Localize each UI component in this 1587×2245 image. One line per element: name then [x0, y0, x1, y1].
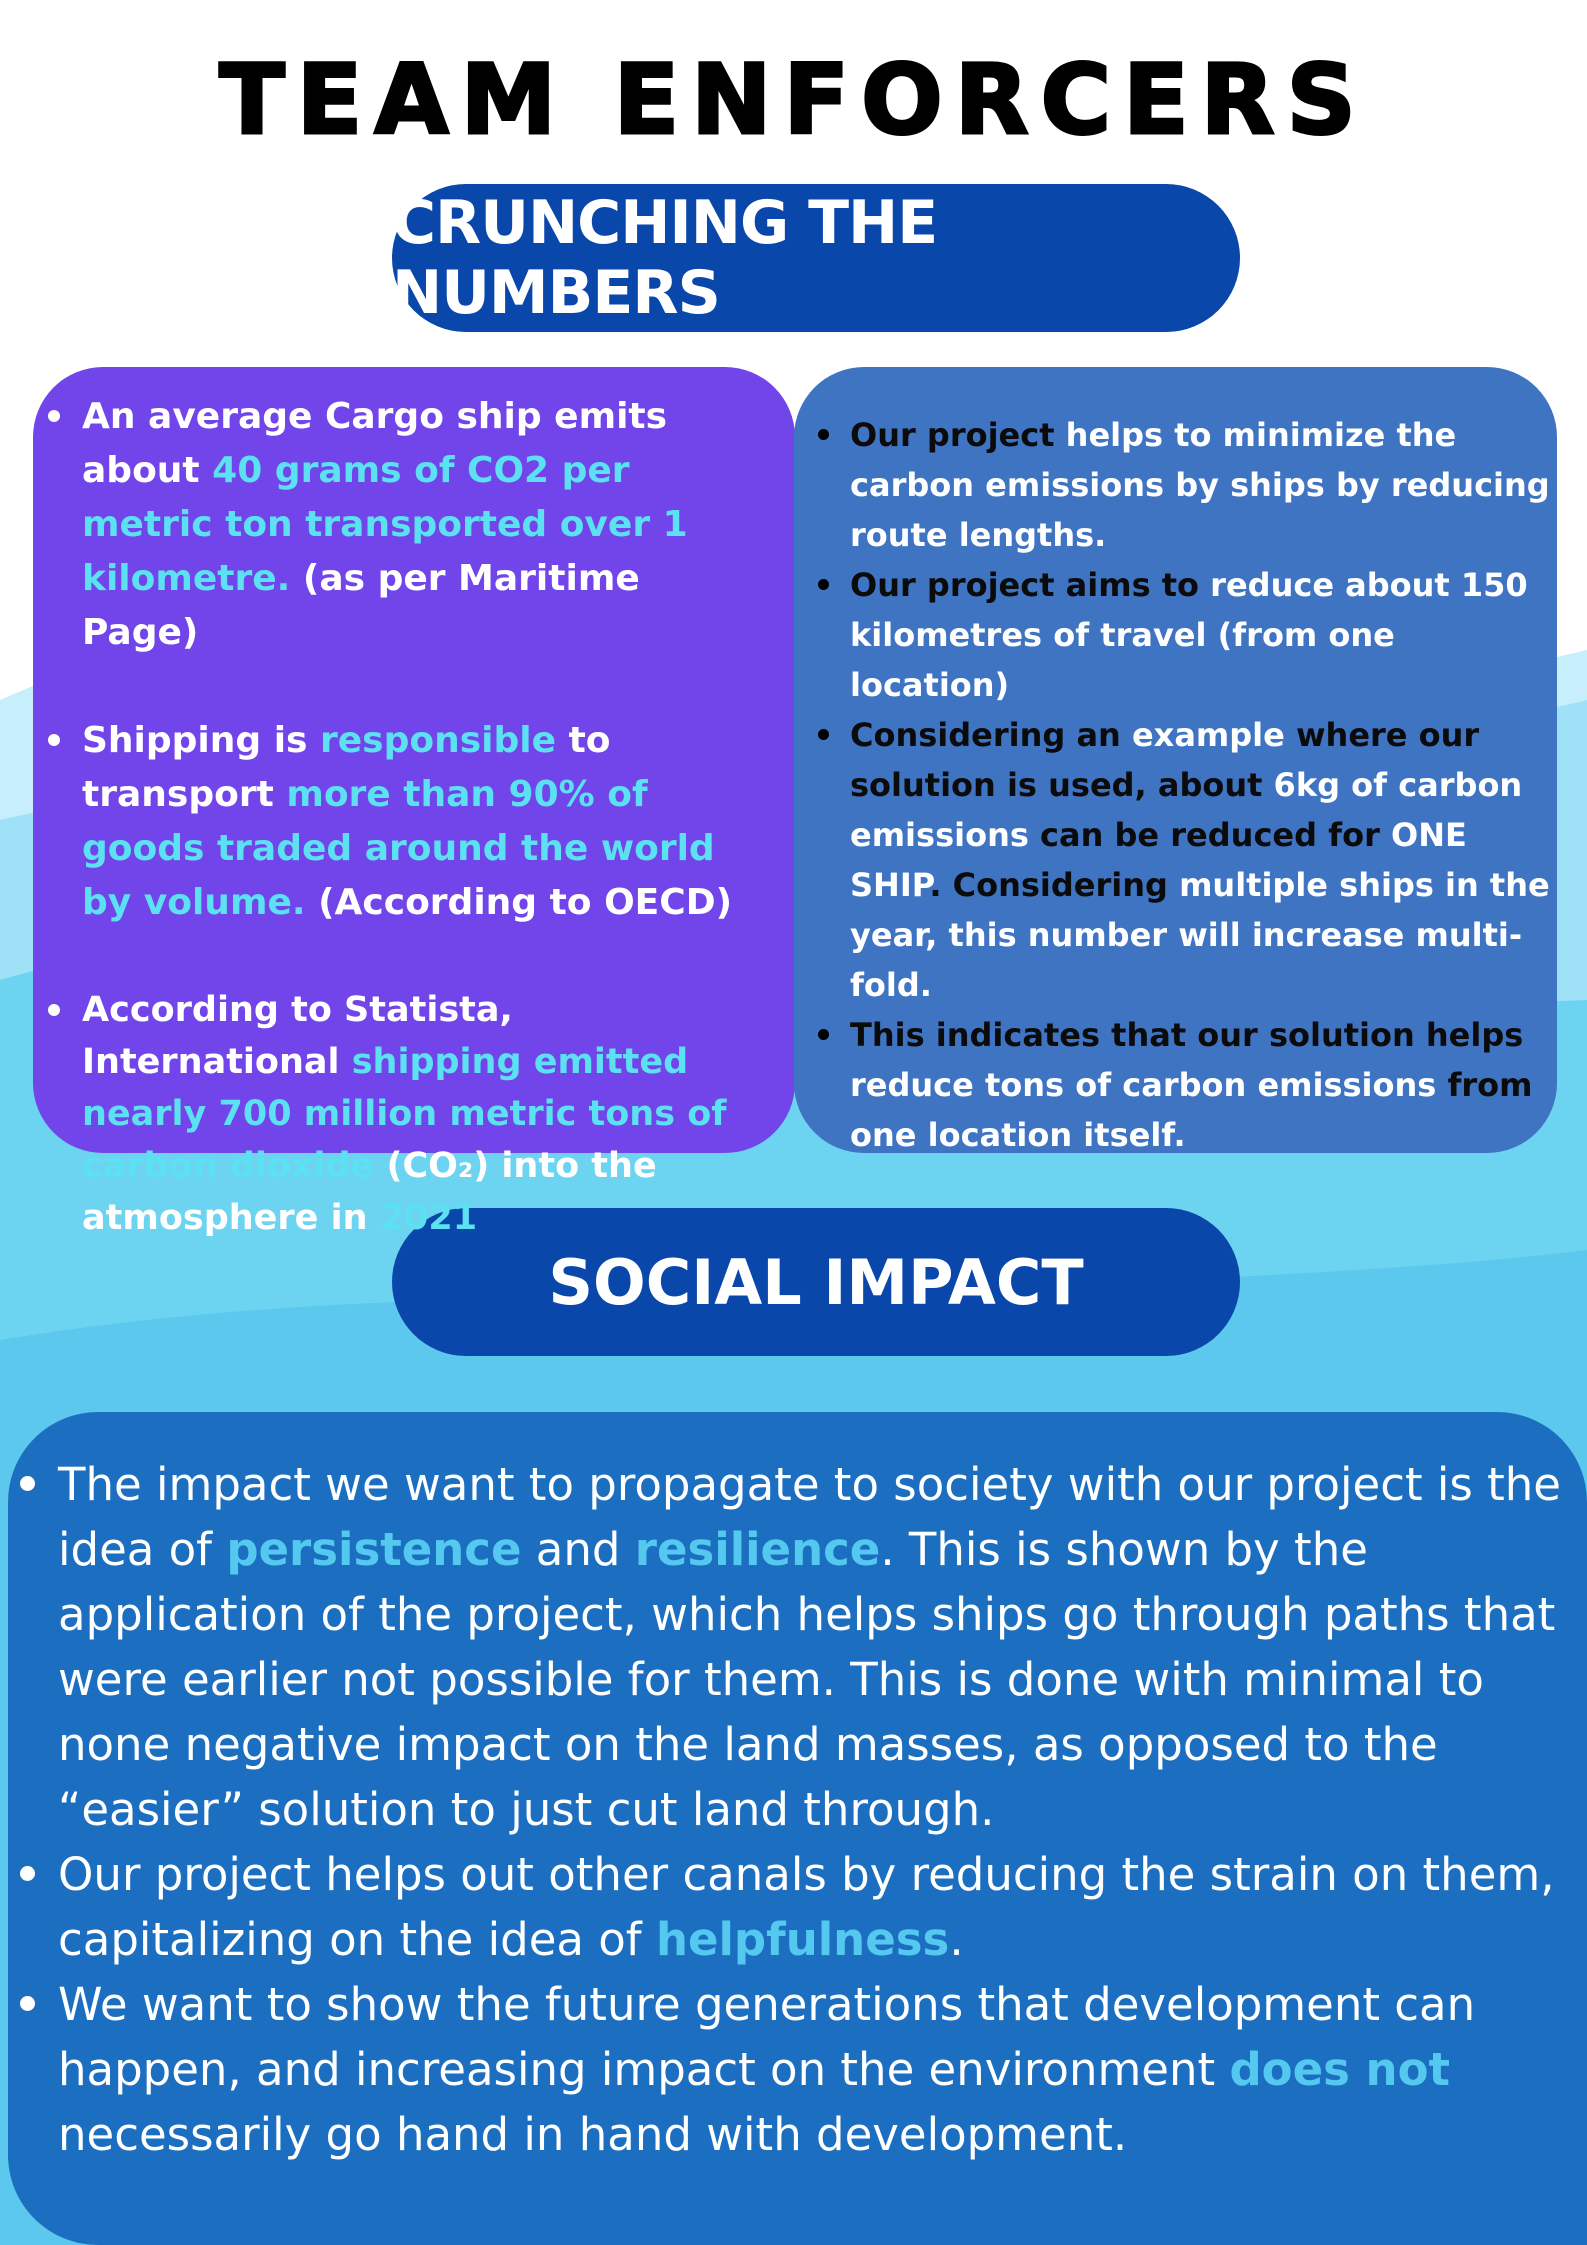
- list-item: [48, 984, 768, 1244]
- list-item: [812, 710, 1552, 1010]
- bullet-icon: [818, 579, 829, 590]
- social-impact-heading: SOCIAL IMPACT: [392, 1208, 1240, 1356]
- bullet-icon: [48, 1004, 60, 1016]
- item-text: According to Statista, International: [82, 990, 513, 1082]
- list-item: [812, 560, 1552, 710]
- bullet-icon: [20, 1996, 35, 2011]
- item-highlight: shipping emitted nearly 700 million metric tons of carbon dioxide: [82, 1042, 727, 1186]
- item-highlight: does not: [1229, 2043, 1451, 2096]
- bullet-icon: [818, 1029, 829, 1040]
- item-text: We want to show the future generations that development can happen, and increasing impact on the environment: [58, 1978, 1476, 2096]
- item-highlight: responsible: [320, 720, 557, 761]
- right-project-list: [812, 410, 1552, 1160]
- bullet-icon: [818, 729, 829, 740]
- social-impact-list: [16, 1452, 1576, 2167]
- item-text: Our project helps out other canals by reducing the strain on them, capitalizing on the idea of: [58, 1848, 1555, 1966]
- list-item: [48, 714, 768, 930]
- bullet-icon: [48, 734, 60, 746]
- item-text: Shipping is: [82, 720, 321, 761]
- item-text: to transport: [82, 720, 611, 815]
- item-text: .: [949, 1913, 964, 1966]
- left-stats-list: [48, 390, 768, 1244]
- item-text: (as per Maritime Page): [82, 558, 640, 653]
- item-text: reduce tons of carbon emissions: [850, 1066, 1448, 1104]
- item-text: example: [1120, 716, 1296, 754]
- page-title: TEAM ENFORCERS: [219, 44, 1368, 156]
- list-item: [16, 1842, 1576, 1972]
- list-item: [812, 410, 1552, 560]
- item-text: and: [521, 1523, 635, 1576]
- list-item: [16, 1972, 1576, 2167]
- item-text: ONE SHIP: [850, 816, 1467, 904]
- list-item: [16, 1452, 1576, 1842]
- item-text-dark: Our project: [850, 416, 1055, 454]
- item-highlight: more than 90% of goods traded around the world by volume.: [82, 774, 715, 923]
- item-highlight: resilience: [634, 1523, 881, 1576]
- item-text-dark: where our solution is used, about: [850, 716, 1480, 804]
- item-text: The impact we want to propagate to society with our project is the idea of: [58, 1458, 1561, 1576]
- item-text: one location itself.: [850, 1116, 1186, 1154]
- item-highlight: 2021: [379, 1198, 478, 1238]
- item-text-dark: Considering an: [850, 716, 1121, 754]
- item-text-dark: from: [1447, 1066, 1533, 1104]
- bullet-icon: [20, 1866, 35, 1881]
- item-text: multiple ships in the year, this number will increase multi-fold.: [850, 866, 1550, 1004]
- item-highlight: persistence: [226, 1523, 522, 1576]
- item-text-dark: Our project aims to: [850, 566, 1200, 604]
- item-text: reduce about 150 kilometres of travel (from one location): [850, 566, 1528, 704]
- crunching-numbers-heading: CRUNCHING THE NUMBERS: [392, 184, 1240, 332]
- item-highlight: helpfulness: [655, 1913, 950, 1966]
- bullet-icon: [818, 429, 829, 440]
- item-text: An average Cargo ship emits about: [82, 396, 668, 491]
- item-text: necessarily go hand in hand with development.: [58, 2108, 1128, 2161]
- item-text: . This is shown by the application of the project, which helps ships go through paths that were earlier not possible for them. This is done with minimal to none negative impact on the land masses, as opposed to the “easier” solution to just cut land through.: [58, 1523, 1556, 1836]
- item-text: 6kg of carbon emissions: [850, 766, 1523, 854]
- bullet-icon: [20, 1476, 35, 1491]
- item-text: (CO₂) into the atmosphere in: [82, 1146, 657, 1238]
- list-item: [812, 1010, 1552, 1160]
- item-text: (According to OECD): [305, 882, 733, 923]
- item-highlight: 40 grams of CO2 per metric ton transported over 1 kilometre.: [82, 450, 688, 599]
- list-item: [48, 390, 768, 660]
- item-text-dark: This indicates that our solution helps: [850, 1016, 1524, 1054]
- item-text-dark: . Considering: [929, 866, 1168, 904]
- item-text: helps to minimize the carbon emissions by ships by reducing route lengths.: [850, 416, 1550, 554]
- bullet-icon: [48, 410, 60, 422]
- item-text-dark: can be reduced for: [1040, 816, 1380, 854]
